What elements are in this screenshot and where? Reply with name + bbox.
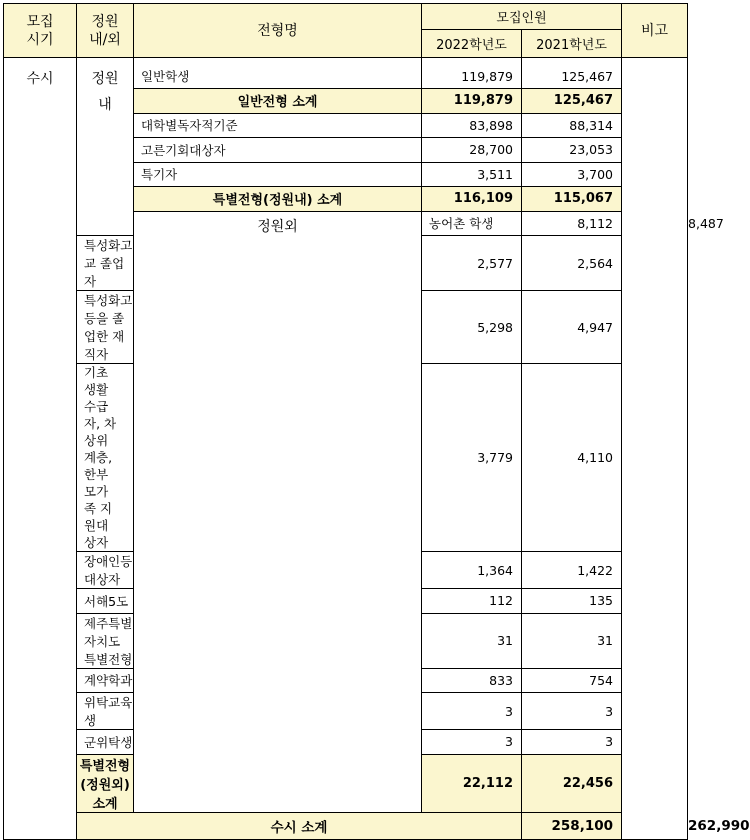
row-name: 위탁교육생 — [77, 693, 134, 730]
row-2022: 31 — [422, 613, 522, 668]
row-2022: 833 — [422, 668, 522, 693]
row-2021: 4,947 — [522, 291, 622, 364]
header-year-2021: 2021학년도 — [522, 30, 622, 58]
row-name: 특성화고 등을 졸업한 재직자 — [77, 291, 134, 364]
subtotal-special-in-name: 특별전형(정원내) 소계 — [134, 187, 422, 212]
header-remarks: 비고 — [622, 4, 688, 58]
row-name: 계약학과 — [77, 668, 134, 693]
row-2022: 3 — [422, 693, 522, 730]
row-2022: 8,112 — [522, 211, 622, 236]
subtotal-special-out-name: 특별전형(정원외) 소계 — [77, 754, 134, 812]
subtotal-general-2021: 125,467 — [522, 89, 622, 114]
row-2022: 3,511 — [422, 162, 522, 187]
row-2021: 3,700 — [522, 162, 622, 187]
row-2022: 3,779 — [422, 364, 522, 552]
row-name: 특기자 — [134, 162, 422, 187]
header-year-2022: 2022학년도 — [422, 30, 522, 58]
row-2021: 2,564 — [522, 236, 622, 291]
row-2021: 3 — [522, 730, 622, 755]
group-out-cell — [134, 211, 422, 812]
header-period-line2: 시기 — [26, 31, 54, 48]
row-name: 특성화고교 졸업자 — [77, 236, 134, 291]
subtotal-special-in-2021: 115,067 — [522, 187, 622, 212]
group-out-label: 정원외 — [257, 218, 298, 235]
row-name: 농어촌 학생 — [422, 211, 522, 236]
row-2021: 4,110 — [522, 364, 622, 552]
subtotal-special-out-2021: 22,456 — [522, 754, 622, 812]
row-2021: 3 — [522, 693, 622, 730]
subtotal-general-name: 일반전형 소계 — [134, 89, 422, 114]
header-period — [4, 4, 77, 58]
admissions-table: 모집 시기 정원 내/외 전형명 모집인원 비고 2022학년도 2021학년도 수시 정원 내 일반학생 119,879 125,467 일반전형 소계 119,879 125,467 대학별독자적기준 83,898 88,314 고른기회대상자 28,700 23,053 특기자 3,511 3,700 특별전형(정원내) 소계 116,109 115,067 정원외 농어촌 학생 8,112 8,487 특성화고교 졸업자 2,577 2,564 특성화고 등을 졸업한 재직자 5,298 4,947 기초생활수급자, 차상위계층, 한부모가족 지원대상자 3,779 4,110 장애인등대상자 1,364 1,422 서해5도 112 135 제주특별자치도 특별전형 31 31 계약학과 833 754 위탁교육생 3 3 군위탁생 3 3 특별전형(정원외) 소계 22,112 22,456 수시 소계 258,100 262,990 — [3, 3, 688, 840]
row-name: 군위탁생 — [77, 730, 134, 755]
row-name: 대학별독자적기준 — [134, 113, 422, 138]
row-2022: 83,898 — [422, 113, 522, 138]
row-name: 고른기회대상자 — [134, 138, 422, 163]
row-2021: 31 — [522, 613, 622, 668]
row-2021: 754 — [522, 668, 622, 693]
row-2021: 125,467 — [522, 64, 622, 89]
row-2021: 135 — [522, 589, 622, 614]
period-label: 수시 — [26, 71, 54, 87]
row-2021: 88,314 — [522, 113, 622, 138]
header-type-name: 전형명 — [134, 4, 422, 58]
row-2022: 28,700 — [422, 138, 522, 163]
row-2022: 1,364 — [422, 552, 522, 589]
row-2022: 2,577 — [422, 236, 522, 291]
total-2022: 258,100 — [522, 812, 622, 839]
row-2021: 23,053 — [522, 138, 622, 163]
row-name: 제주특별자치도 특별전형 — [77, 613, 134, 668]
row-name: 기초생활수급자, 차상위계층, 한부모가족 지원대상자 — [77, 364, 134, 552]
row-2021: 1,422 — [522, 552, 622, 589]
subtotal-special-in-2022: 116,109 — [422, 187, 522, 212]
row-2022: 5,298 — [422, 291, 522, 364]
total-name: 수시 소계 — [77, 812, 522, 839]
row-name: 서해5도 — [77, 589, 134, 614]
row-2022: 119,879 — [422, 64, 522, 89]
header-quota — [77, 4, 134, 58]
group-in-cell — [77, 64, 134, 236]
remarks-cell — [622, 64, 688, 839]
period-cell — [4, 64, 77, 839]
group-in-line2: 내 — [98, 97, 112, 113]
header-period-line1: 모집 — [26, 13, 54, 30]
row-2022: 112 — [422, 589, 522, 614]
header-quota-line2: 내/외 — [89, 31, 121, 48]
header-recruit-count: 모집인원 — [422, 4, 622, 30]
header-quota-line1: 정원 — [91, 13, 119, 30]
group-in-line1: 정원 — [91, 71, 119, 87]
subtotal-special-out-2022: 22,112 — [422, 754, 522, 812]
row-2022: 3 — [422, 730, 522, 755]
subtotal-general-2022: 119,879 — [422, 89, 522, 114]
row-name: 장애인등대상자 — [77, 552, 134, 589]
row-name: 일반학생 — [134, 64, 422, 89]
